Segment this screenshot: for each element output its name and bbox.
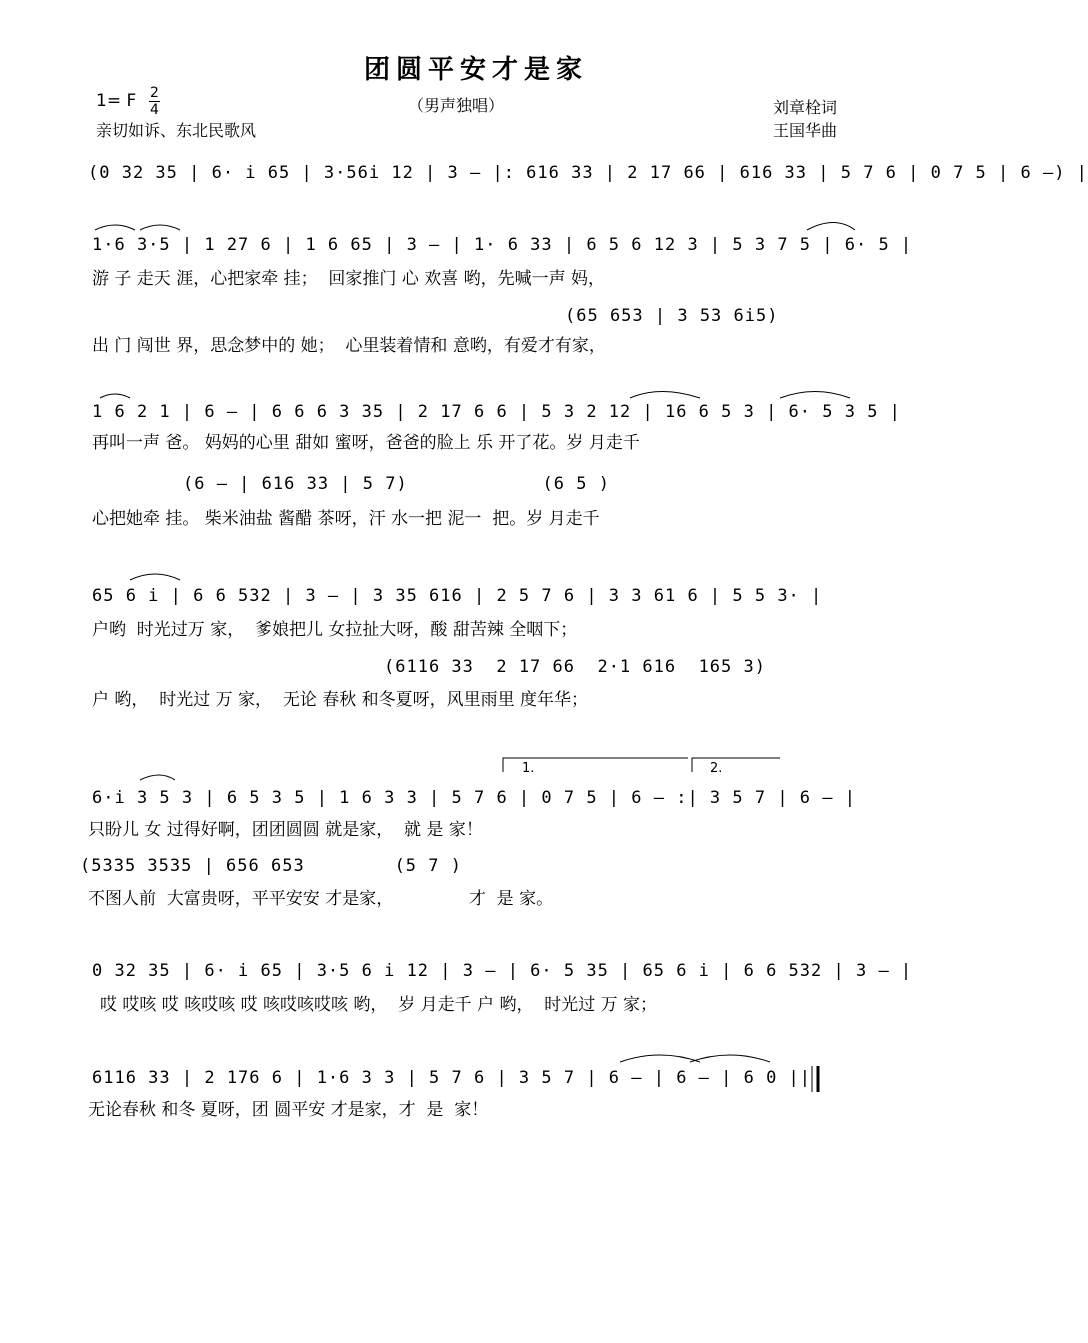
system-2-lyric-verse1: 游 子 走天 涯，心把家牵 挂； 回家推门 心 欢喜 哟，先喊一声 妈， <box>92 269 606 289</box>
system-2-notes: 1·6 3·5 | 1 27 6 | 1 6 65 | 3 — | 1· 6 33 | 6 5 6 12 3 | 5 3 7 5 | 6· 5 | <box>92 235 913 255</box>
system-3-lyric-verse2: 心把她牵 挂。 柴米油盐 酱醋 茶呀，汗 水一把 泥一 把。岁 月走千 <box>92 509 600 529</box>
system-7-notes: 6116 33 | 2 176 6 | 1·6 3 3 | 5 7 6 | 3 5 7 | 6 — | 6 — | 6 0 || <box>92 1068 812 1088</box>
song-title: 团圆平安才是家 <box>364 55 589 85</box>
slur <box>780 392 850 399</box>
system-5-lyric-verse2: 不图人前 大富贵呀，平平安安 才是家， 才 是 家。 <box>88 889 554 909</box>
volta-2-label: 2. <box>710 761 723 776</box>
slur <box>100 394 130 398</box>
composer: 王国华曲 <box>773 121 838 140</box>
system-4-lyric-verse2: 户 哟， 时光过 万 家， 无论 春秋 和冬夏呀，风里雨里 度年华； <box>92 690 589 710</box>
slur <box>690 1055 770 1062</box>
slur <box>130 574 180 580</box>
system-7-lyric-verse1: 无论春秋 和冬 夏呀，团 圆平安 才是家，才 是 家！ <box>88 1100 489 1120</box>
system-5-notes: 6·i 3 5 3 | 6 5 3 5 | 1 6 3 3 | 5 7 6 | 0 7 5 | 6 — :| 3 5 7 | 6 — | <box>92 788 856 808</box>
slur <box>140 225 180 230</box>
subtitle: （男声独唱） <box>408 96 505 115</box>
system-6-notes: 0 32 35 | 6· i 65 | 3·5 6 i 12 | 3 — | 6· 5 35 | 65 6 i | 6 6 532 | 3 — | <box>92 961 913 981</box>
volta-2-bracket <box>692 758 780 772</box>
lyricist: 刘章栓词 <box>773 98 838 117</box>
slur <box>140 775 175 780</box>
system-4-lyric-verse1: 户哟 时光过万 家， 爹娘把儿 女拉扯大呀，酸 甜苦辣 全咽下； <box>92 620 578 640</box>
system-2-interlude: (65 653 | 3 53 6i5) <box>565 306 779 326</box>
system-6-lyric-verse1: 哎 哎咳 哎 咳哎咳 哎 咳哎咳哎咳 哟， 岁 月走千 户 哟， 时光过 万 家； <box>100 995 658 1015</box>
system-5-lyric-verse1: 只盼儿 女 过得好啊，团团圆圆 就是家， 就 是 家！ <box>88 820 483 840</box>
system-1-notes: (0 32 35 | 6· i 65 | 3·56i 12 | 3 — |: 616 33 | 2 17 66 | 616 33 | 5 7 6 | 0 7 5 | 6 —) | <box>88 163 1088 183</box>
tempo-marking: 亲切如诉、东北民歌风 <box>96 121 257 140</box>
volta-1-label: 1. <box>522 761 535 776</box>
system-3-lyric-verse1: 再叫一声 爸。 妈妈的心里 甜如 蜜呀，爸爸的脸上 乐 开了花。岁 月走千 <box>92 433 640 453</box>
key-signature: 1= F <box>96 91 137 111</box>
slur <box>95 225 135 230</box>
slur <box>807 223 855 231</box>
system-3-interlude: (6 — | 616 33 | 5 7) (6 5 ) <box>183 474 610 494</box>
volta-1-bracket <box>503 758 688 772</box>
system-5-interlude: (5335 3535 | 656 653 (5 7 ) <box>80 856 462 876</box>
system-3-notes: 1 6 2 1 | 6 — | 6 6 6 3 35 | 2 17 6 6 | 5 3 2 12 | 16 6 5 3 | 6· 5 3 5 | <box>92 402 901 422</box>
system-4-interlude: (6116 33 2 17 66 2·1 616 165 3) <box>384 657 766 677</box>
slur <box>630 392 700 399</box>
slur <box>620 1055 700 1062</box>
system-2-lyric-verse2: 出 门 闯世 界，思念梦中的 她； 心里装着情和 意哟，有爱才有家， <box>92 336 606 356</box>
time-signature-top: 2 <box>150 85 159 101</box>
system-4-notes: 65 6 i | 6 6 532 | 3 — | 3 35 616 | 2 5 7 6 | 3 3 61 6 | 5 5 3· | <box>92 586 823 606</box>
time-signature-bottom: 4 <box>150 102 159 118</box>
